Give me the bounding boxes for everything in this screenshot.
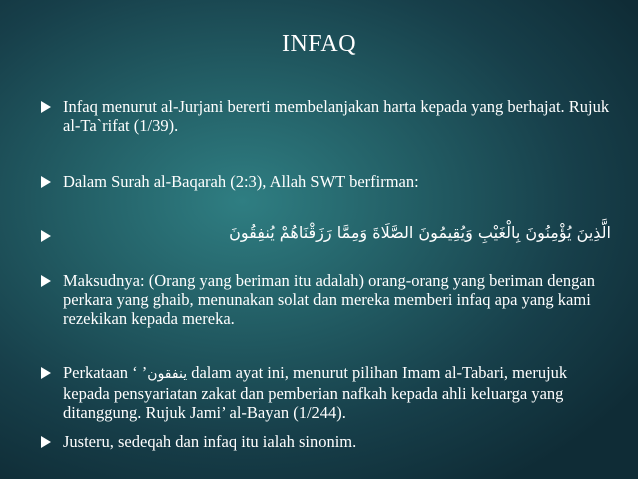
bullet-arrow-icon xyxy=(41,275,51,287)
bullet-text xyxy=(63,363,611,422)
bullet-text: Justeru, sedeqah dan infaq itu ialah sinonim. xyxy=(63,432,357,451)
bullet-arrow-icon xyxy=(41,367,51,379)
slide-title: INFAQ xyxy=(281,31,357,57)
quran-verse-arabic: الَّذِينَ يُؤْمِنُونَ بِالْغَيْبِ وَيُقِيمُونَ الصَّلَاةَ وَمِمَّا رَزَقْنَاهُمْ يُنفِقُونَ xyxy=(229,223,611,242)
bullet-arrow-icon xyxy=(41,230,51,242)
bullet-text-suffix: dalam ayat ini, menurut pilihan Imam al-Tabari, merujuk kepada pensyariatan zakat dan pemberian nafkah kepada ahli keluarga yang ditanggung. Rujuk Jami’ al-Bayan (1/244). xyxy=(63,363,568,422)
bullet-text: Maksudnya: (Orang yang beriman itu adalah) orang-orang yang beriman dengan perkara yang ghaib, menunakan solat dan mereka memberi infaq apa yang kami rezekikan kepada mereka. xyxy=(63,271,595,328)
bullet-text: Dalam Surah al-Baqarah (2:3), Allah SWT berfirman: xyxy=(63,172,419,191)
bullet-text: Infaq menurut al-Jurjani bererti membelanjakan harta kepada yang berhajat. Rujuk al-Ta`rifat (1/39). xyxy=(63,97,610,135)
bullet-arrow-icon xyxy=(41,101,51,113)
bullet-arrow-icon xyxy=(41,436,51,448)
bullet-text-prefix: Perkataan ‘ ’ xyxy=(63,363,148,382)
arabic-word: ينفقون xyxy=(147,366,188,382)
bullet-arrow-icon xyxy=(41,176,51,188)
